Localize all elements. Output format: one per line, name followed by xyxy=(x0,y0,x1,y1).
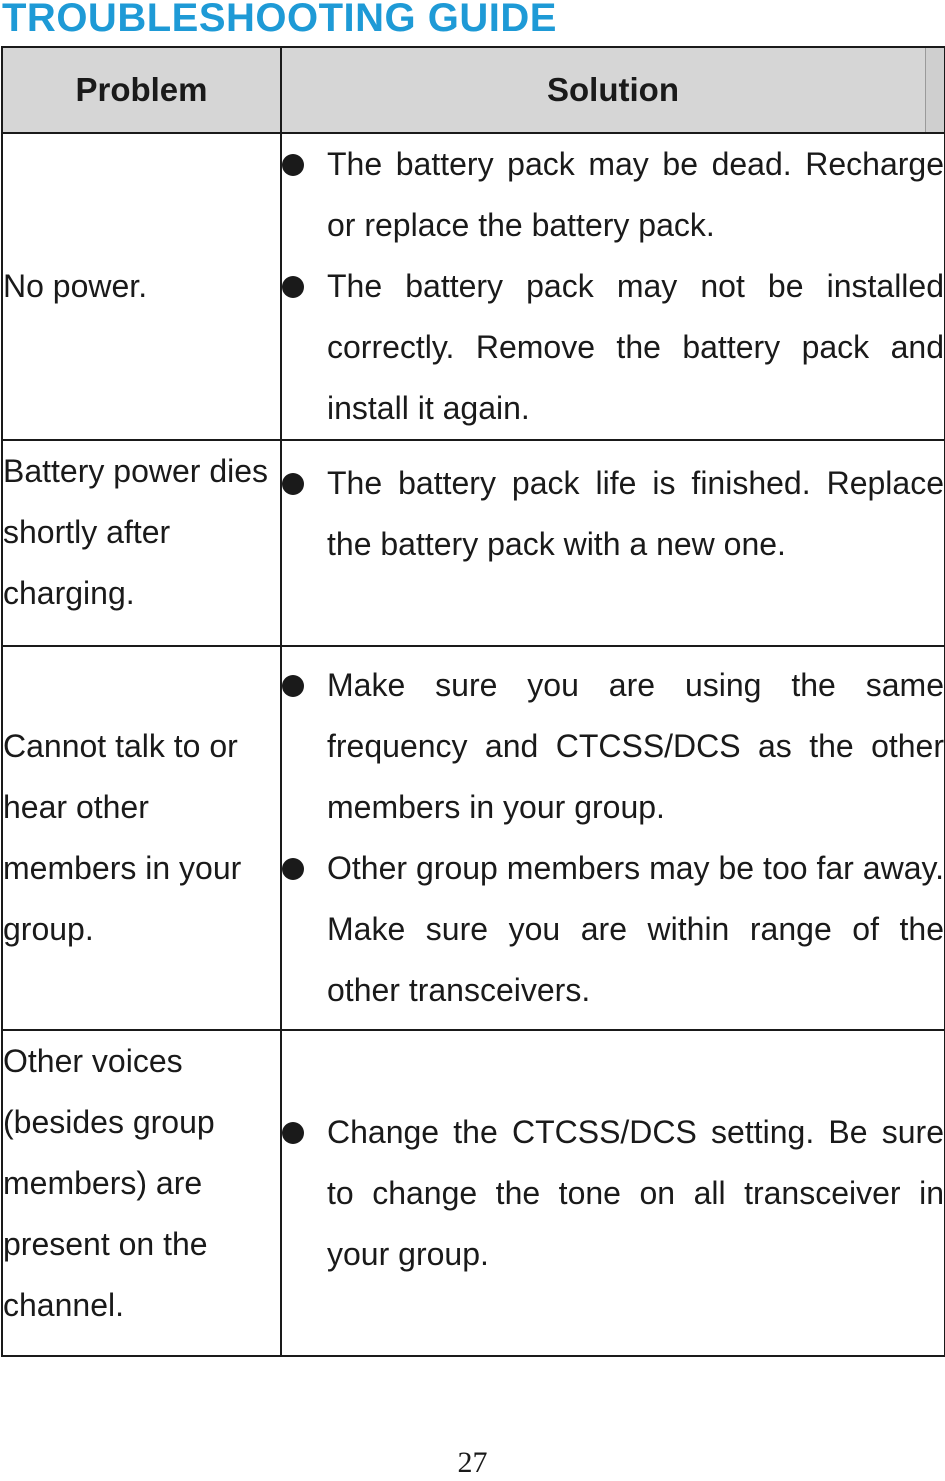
solution-text: Other group members may be too far away. Make sure you are within range of the other transceivers. xyxy=(327,850,944,1008)
problem-cell: No power. xyxy=(2,133,281,440)
solution-header-label: Solution xyxy=(547,71,679,108)
solution-list xyxy=(282,1102,944,1285)
problem-column-header: Problem xyxy=(2,47,281,133)
solution-cell xyxy=(281,133,945,440)
solution-item xyxy=(282,655,944,838)
solution-item xyxy=(282,453,944,575)
header-edge-divider xyxy=(925,48,944,132)
problem-cell: Cannot talk to or hear other members in your group. xyxy=(2,646,281,1030)
problem-cell: Battery power dies shortly after charging. xyxy=(2,440,281,646)
solution-cell xyxy=(281,1030,945,1356)
table-header-row xyxy=(2,47,945,133)
solution-list xyxy=(282,453,944,575)
table-row xyxy=(2,440,945,646)
solution-item xyxy=(282,134,944,256)
solution-list xyxy=(282,134,944,439)
solution-text: The battery pack life is finished. Replace the battery pack with a new one. xyxy=(327,465,944,562)
table-row xyxy=(2,646,945,1030)
page-title: TROUBLESHOOTING GUIDE xyxy=(2,0,557,40)
page-number: 27 xyxy=(457,1446,488,1479)
bullet-icon xyxy=(282,858,304,880)
bullet-icon xyxy=(282,675,304,697)
solution-text: The battery pack may not be installed correctly. Remove the battery pack and install it again. xyxy=(327,268,944,426)
solution-list xyxy=(282,655,944,1021)
solution-text: Change the CTCSS/DCS setting. Be sure to change the tone on all transceiver in your group. xyxy=(327,1113,944,1272)
bullet-icon xyxy=(282,1122,304,1144)
table-row xyxy=(2,133,945,440)
bullet-icon xyxy=(282,276,304,298)
bullet-icon xyxy=(282,473,304,495)
solution-item xyxy=(282,1102,944,1285)
solution-item xyxy=(282,256,944,439)
solution-cell xyxy=(281,646,945,1030)
solution-text: The battery pack may be dead. Recharge or replace the battery pack. xyxy=(327,146,944,243)
solution-text: Make sure you are using the same frequency and CTCSS/DCS as the other members in your group. xyxy=(327,667,944,825)
solution-cell xyxy=(281,440,945,646)
troubleshooting-table xyxy=(1,46,945,1357)
solution-column-header xyxy=(281,47,945,133)
solution-item xyxy=(282,838,944,1021)
table-row xyxy=(2,1030,945,1356)
bullet-icon xyxy=(282,154,304,176)
problem-cell: Other voices (besides group members) are present on the channel. xyxy=(2,1030,281,1356)
